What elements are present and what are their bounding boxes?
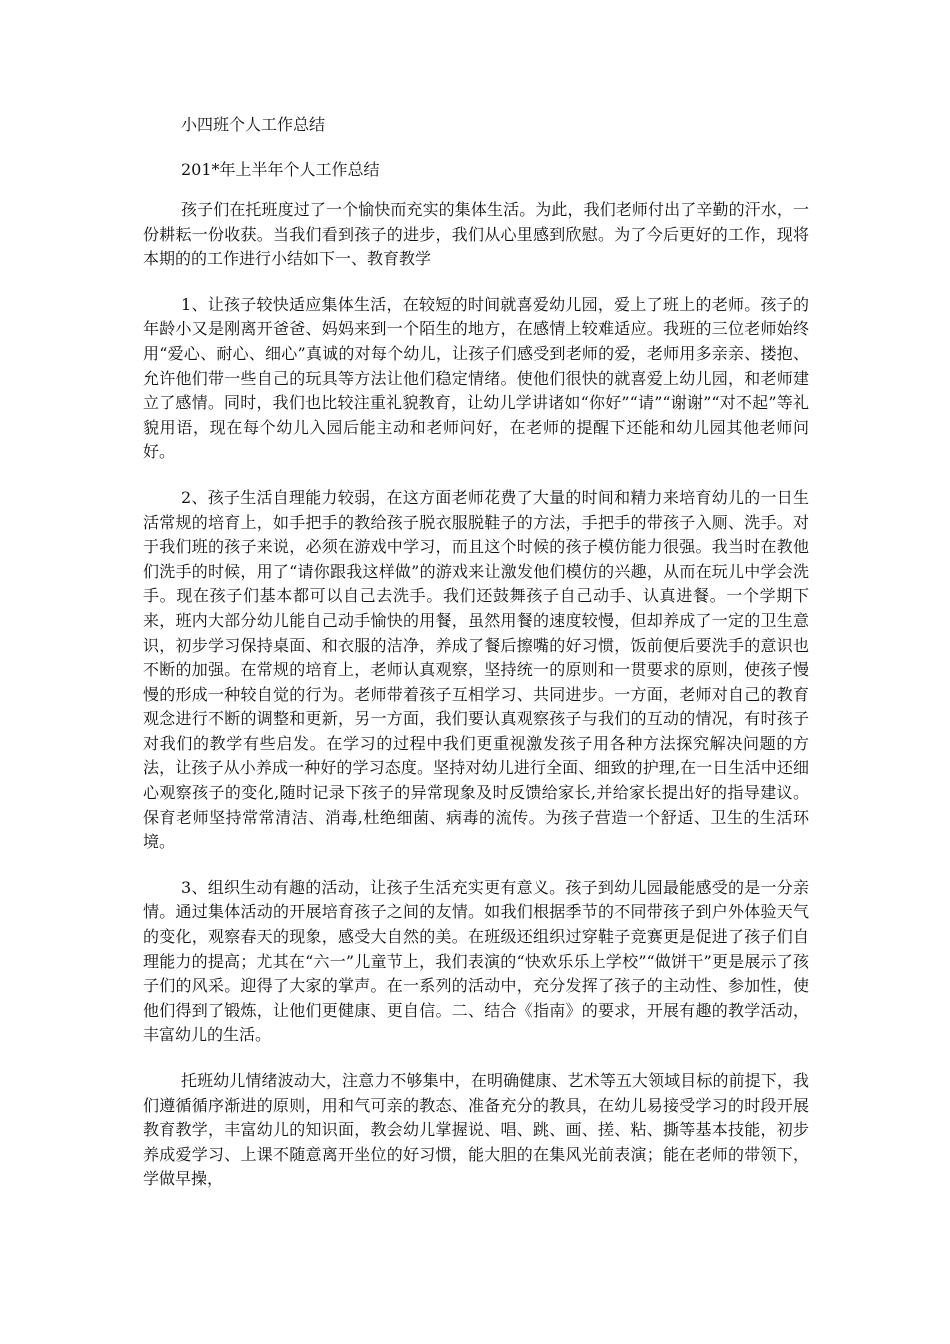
- document-subtitle: 201*年上半年个人工作总结: [181, 160, 380, 179]
- paragraph-activities: 3、组织生动有趣的活动，让孩子生活充实更有意义。孩子到幼儿园最能感受的是一分亲情。通过集体活动的开展培育孩子之间的友情。如我们根据季节的不同带孩子到户外体验天气的变化，观察春天的现象，感受大自然的美。在班级还组织过穿鞋子竞赛更是促进了孩子们自理能力的提高；尤其在“六一”儿童节上，我们表演的“快欢乐乐上学校”“做饼干”更是展示了孩子们的风采。迎得了大家的掌声。在一系列的活动中，充分发挥了孩子的主动性、参加性，使他们得到了锻炼，让他们更健康、更自信。二、结合《指南》的要求，开展有趣的教学活动，丰富幼儿的生活。: [143, 877, 809, 1045]
- document-title: 小四班个人工作总结: [181, 115, 326, 134]
- paragraph-intro: 孩子们在托班度过了一个愉快而充实的集体生活。为此，我们老师付出了辛勤的汗水，一份耕耘一份收获。当我们看到孩子的进步，我们从心里感到欣慰。为了今后更好的工作，现将本期的的工作进行小结如下一、教育教学: [143, 200, 809, 269]
- paragraph-teaching: 托班幼儿情绪波动大，注意力不够集中，在明确健康、艺术等五大领域目标的前提下，我们遵循循序渐进的原则，用和气可亲的教态、准备充分的教具，在幼儿易接受学习的时段开展教育教学，丰富幼儿的知识面，教会幼儿掌握说、唱、跳、画、搓、粘、撕等基本技能，初步养成爱学习、上课不随意离开坐位的好习惯，能大胆的在集风光前表演；能在老师的带领下，学做早操，: [143, 1071, 809, 1189]
- document-body: [143, 112, 809, 1213]
- paragraph-self-care: 2、孩子生活自理能力较弱，在这方面老师花费了大量的时间和精力来培育幼儿的一日生活常规的培育上，如手把手的教给孩子脱衣服脱鞋子的方法，手把手的带孩子入厕、洗手。对于我们班的孩子来说，必须在游戏中学习，而且这个时候的孩子模仿能力很强。我当时在教他们洗手的时候，用了“请你跟我这样做”的游戏来让激发他们模仿的兴趣，从而在玩儿中学会洗手。现在孩子们基本都可以自己去洗手。我们还鼓舞孩子自己动手、认真进餐。一个学期下来，班内大部分幼儿能自己动手愉快的用餐，虽然用餐的速度较慢，但却养成了一定的卫生意识，初步学习保持桌面、和衣服的洁净，养成了餐后擦嘴的好习惯，饭前便后要洗手的意识也不断的加强。在常规的培育上，老师认真观察，坚持统一的原则和一贯要求的原则，使孩子慢慢的形成一种较自觉的行为。老师带着孩子互相学习、共同进步。一方面，老师对自己的教育观念进行不断的调整和更新，另一方面，我们要认真观察孩子与我们的互动的情况，有时孩子对我们的教学有些启发。在学习的过程中我们更重视激发孩子用各种方法探究解决问题的方法，让孩子从小养成一种好的学习态度。坚持对幼儿进行全面、细致的护理,在一日生活中还细心观察孩子的变化,随时记录下孩子的异常现象及时反馈给家长,并给家长提出好的指导建议。保育老师坚持常常清洁、消毒,杜绝细菌、病毒的流传。为孩子营造一个舒适、卫生的生活环境。: [143, 487, 809, 852]
- paragraph-adaptation: 1、让孩子较快适应集体生活，在较短的时间就喜爱幼儿园，爱上了班上的老师。孩子的年龄小又是刚离开爸爸、妈妈来到一个陌生的地方，在感情上较难适应。我班的三位老师始终用“爱心、耐心、细心”真诚的对每个幼儿，让孩子们感受到老师的爱，老师用多亲亲、搂抱、允许他们带一些自己的玩具等方法让他们稳定情绪。使他们很快的就喜爱上幼儿园，和老师建立了感情。同时，我们也比较注重礼貌教育，让幼儿学讲诸如“你好”“请”“谢谢”“对不起”等礼貌用语，现在每个幼儿入园后能主动和老师问好，在老师的提醒下还能和幼儿园其他老师问好。: [143, 294, 809, 462]
